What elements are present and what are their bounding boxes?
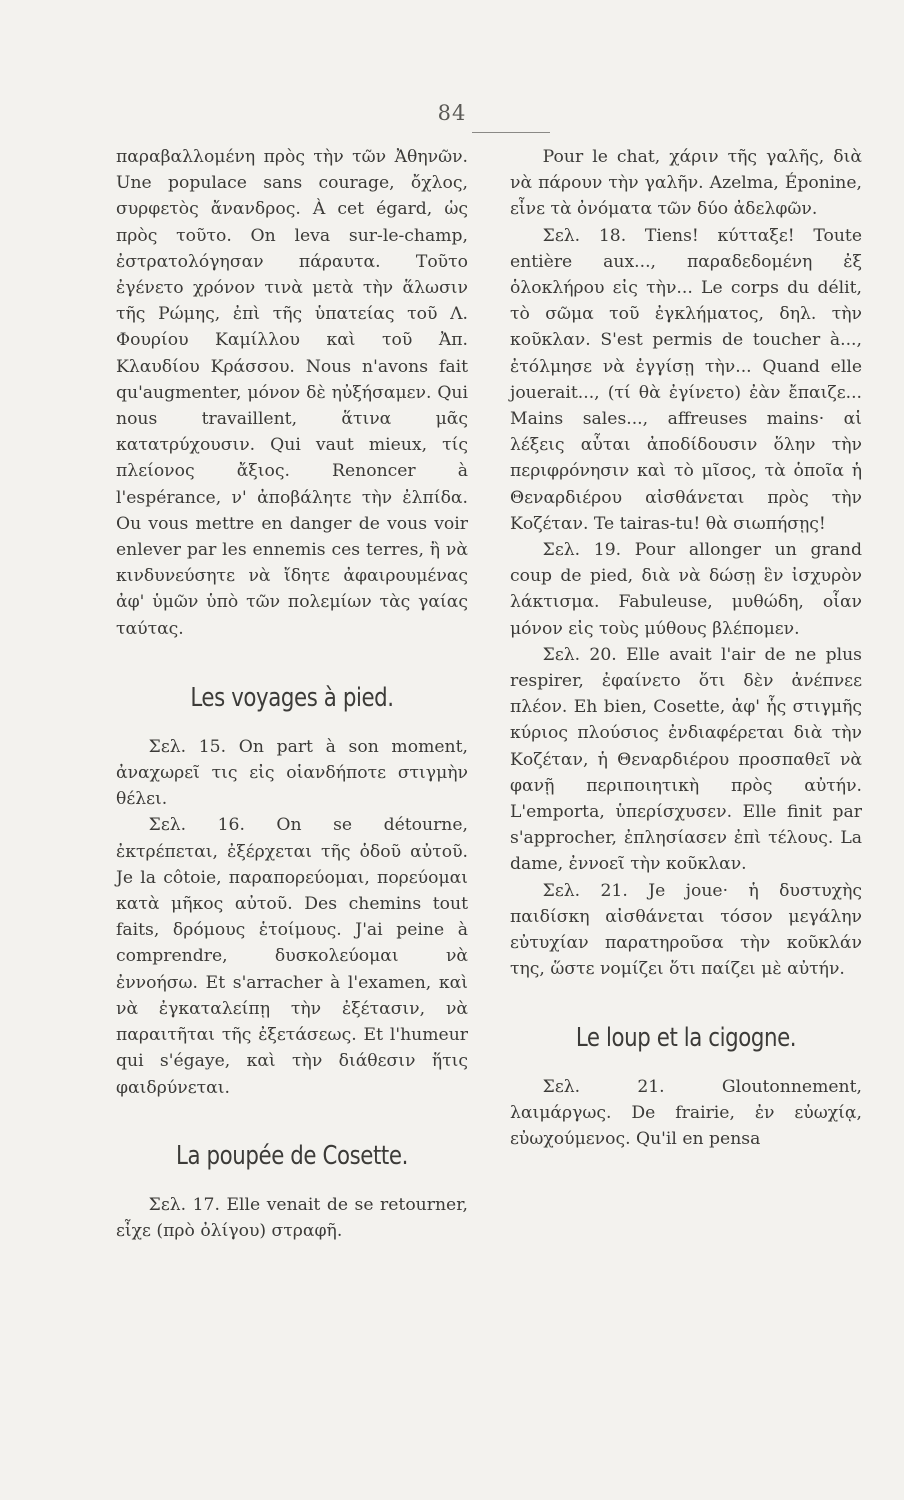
paragraph: Σελ. 17. Elle venait de se retourner, εἶχε (πρὸ ὀλίγου) στραφῆ. (116, 1194, 468, 1241)
paragraph: Σελ. 19. Pour allonger un grand coup de pied, διὰ νὰ δώσῃ ἓν ἰσχυρὸν λάκτισμα. Fabuleuse, μυθώδη, οἷαν μόνον εἰς τοὺς μύθους βλέπομεν. (510, 540, 862, 639)
right-column (510, 144, 862, 1152)
page-number: 84 (437, 101, 467, 125)
section-heading-poupee: La poupée de Cosette. (176, 1140, 408, 1171)
paragraph: Σελ. 20. Elle avait l'air de ne plus respirer, ἐφαίνετο ὅτι δὲν ἀνέπνεε πλέον. Eh bien, Cosette, ἀφ' ἧς στιγμῆς κύριος πλούσιος ἐνδιαφέρεται διὰ τὴν Κοζέταν, ἡ Θεναρδιέρου προσπαθεῖ νὰ φανῇ περιποιητικὴ πρὸς αὐτήν. L'emporta, ὑπερίσχυσεν. Elle finit par s'approcher, ἐπλησίασεν ἐπὶ τέλους. La dame, ἐννοεῖ τὴν κοῦκλαν. (510, 644, 862, 875)
left-column (116, 144, 468, 1244)
paragraph: Σελ. 18. Tiens! κύτταξε! Toute entière aux..., παραδεδομένη ἐξ ὁλοκλήρου εἰς τὴν... Le corps du délit, τὸ σῶμα τοῦ ἐγκλήματος, δηλ. τὴν κοῦκλαν. S'est permis de toucher à..., ἐτόλμησε νὰ ἐγγίσῃ τὴν... Quand elle jouerait..., (τί θὰ ἐγίνετο) ἐὰν ἔπαιζε... Mains sales..., affreuses mains· αἱ λέξεις αὗται ἀποδίδουσιν ὅλην τὴν περιφρόνησιν καὶ τὸ μῖσος, τὰ ὁποῖα ἡ Θεναρδιέρου αἰσθάνεται πρὸς τὴν Κοζέταν. Te tairas-tu! θὰ σιωπήσῃς! (510, 225, 862, 534)
paragraph: Σελ. 21. Je joue· ἡ δυστυχὴς παιδίσκη αἰσθάνεται τόσον μεγάλην εὐτυχίαν παρατηροῦσα τὴν κοῦκλάν της, ὥστε νομίζει ὅτι παίζει μὲ αὐτήν. (510, 880, 862, 980)
paragraph: Σελ. 21. Gloutonnement, λαιμάργως. De frairie, ἐν εὐωχίᾳ, εὐωχούμενος. Qu'il en pensa (510, 1076, 862, 1149)
paragraph: Σελ. 15. On part à son moment, ἀναχωρεῖ τις εἰς οἱανδήποτε στιγμὴν θέλει. (116, 736, 468, 810)
paragraph: παραβαλλομένη πρὸς τὴν τῶν Ἀθηνῶν. Une populace sans courage, ὄχλος, συρφετὸς ἄνανδρος. À cet égard, ὡς πρὸς τοῦτο. On leva sur-le-champ, ἐστρατολόγησαν πάραυτα. Τοῦτο ἐγένετο χρόνον τινὰ μετὰ τὴν ἅλωσιν τῆς Ρώμης, ἐπὶ τῆς ὑπατείας τοῦ Λ. Φουρίου Καμίλλου καὶ τοῦ Ἀπ. Κλαυδίου Κράσσου. Nous n'avons fait qu'augmenter, μόνον δὲ ηὐξήσαμεν. Qui nous travaillent, ἅτινα μᾶς κατατρύχουσιν. Qui vaut mieux, τίς πλείονος ἄξιος. Renoncer à l'espérance, ν' ἀποβάλητε τὴν ἐλπίδα. Ou vous mettre en danger de vous voir enlever par les ennemis ces terres, ἢ νὰ κινδυνεύσητε νὰ ἴδητε ἀφαιρουμένας ἀφ' ὑμῶν ὑπὸ τῶν πολεμίων τὰς γαίας ταύτας. (116, 147, 468, 639)
paragraph: Pour le chat, χάριν τῆς γαλῆς, διὰ νὰ πάρουν τὴν γαλῆν. Azelma, Éponine, εἶνε τὰ ὀνόματα τῶν δύο ἀδελφῶν. (510, 147, 862, 220)
section-heading-loup: Le loup et la cigogne. (575, 1022, 797, 1053)
paragraph: Σελ. 16. On se détourne, ἐκτρέπεται, ἐξέρχεται τῆς ὁδοῦ αὐτοῦ. Je la côtoie, παραπορεύομαι, πορεύομαι κατὰ μῆκος αὐτοῦ. Des chemins tout faits, δρόμους ἑτοίμους. J'ai peine à comprendre, δυσκολεύομαι νὰ ἐννοήσω. Et s'arracher à l'examen, καὶ νὰ ἐγκαταλείπῃ τὴν ἐξέτασιν, νὰ παραιτῆται τῆς ἐξετάσεως. Et l'humeur qui s'égaye, καὶ τὴν διάθεσιν ἥτις φαιδρύνεται. (116, 815, 468, 1098)
section-heading-voyages: Les voyages à pied. (190, 682, 394, 713)
page-number-rule (472, 132, 550, 133)
